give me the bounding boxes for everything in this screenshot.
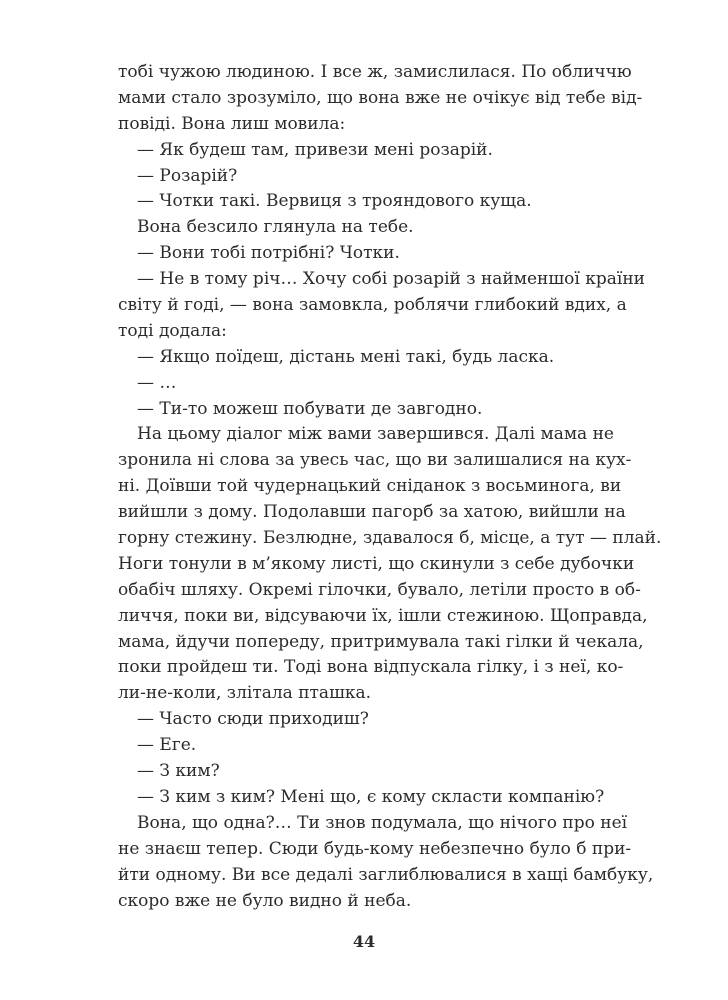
dialogue-line: — Еге. — [137, 735, 197, 756]
text-line: ли-не-коли, злітала пташка. — [118, 683, 372, 704]
text-line: ні. Доївши той чудернацький сніданок з восьминога, ви — [118, 476, 622, 497]
text-line: повіді. Вона лиш мовила: — [118, 113, 346, 134]
text-line: світу й годі, — вона замовкла, роблячи глибокий вдих, а — [118, 295, 627, 316]
page-number: 44 — [352, 932, 376, 951]
text-line: не знаєш тепер. Сюди будь-кому небезпечно було б при- — [118, 838, 632, 859]
text-line: скоро вже не було видно й неба. — [118, 890, 412, 911]
paragraph-start-line: На цьому діалог між вами завершився. Далі мама не — [137, 424, 614, 445]
text-line: тоді додала: — [118, 320, 227, 341]
text-line: зронила ні слова за увесь час, що ви залишалися на кух- — [118, 450, 632, 471]
dialogue-line: — Чотки такі. Вервиця з трояндового куща. — [137, 191, 532, 212]
text-line: обабіч шляху. Окремі гілочки, бувало, летіли просто в об- — [118, 579, 641, 600]
text-line: Вона безсило глянула на тебе. — [137, 217, 414, 238]
text-line: тобі чужою людиною. І все ж, замислилася. По обличчю — [118, 62, 632, 82]
dialogue-line: — Часто сюди приходиш? — [137, 709, 369, 730]
dialogue-line: — Ти-то можеш побувати де завгодно. — [137, 398, 483, 419]
dialogue-line: — Не в тому річ… Хочу собі розарій з найменшої країни — [137, 269, 645, 290]
dialogue-line: — Розарій? — [137, 165, 238, 186]
body-text — [118, 60, 662, 914]
text-line: поки пройдеш ти. Тоді вона відпускала гілку, і з неї, ко- — [118, 657, 624, 678]
dialogue-line: — З ким? — [137, 761, 220, 782]
text-line: мама, йдучи попереду, притримувала такі гілки й чекала, — [118, 631, 644, 652]
text-line: Ноги тонули в м’якому листі, що скинули з себе дубочки — [118, 553, 635, 574]
text-line: личчя, поки ви, відсуваючи їх, ішли стежиною. Щоправда, — [118, 605, 648, 626]
dialogue-line: — … — [137, 372, 177, 393]
paragraph-start-line: Вона, що одна?… Ти знов подумала, що нічого про неї — [137, 812, 628, 833]
dialogue-line: — Якщо поїдеш, дістань мені такі, будь ласка. — [137, 346, 555, 367]
text-line: горну стежину. Безлюдне, здавалося б, місце, а тут — плай. — [118, 528, 662, 549]
text-line: мами стало зрозуміло, що вона вже не очікує від тебе від- — [118, 87, 643, 108]
dialogue-line: — Вони тобі потрібні? Чотки. — [137, 243, 400, 264]
dialogue-line: — Як будеш там, привези мені розарій. — [137, 139, 493, 160]
text-line: йти одному. Ви все дедалі заглиблювалися в хащі бамбуку, — [118, 864, 654, 885]
dialogue-line: — З ким з ким? Мені що, є кому скласти компанію? — [137, 786, 605, 807]
text-line: вийшли з дому. Подолавши пагорб за хатою, вийшли на — [118, 502, 626, 523]
